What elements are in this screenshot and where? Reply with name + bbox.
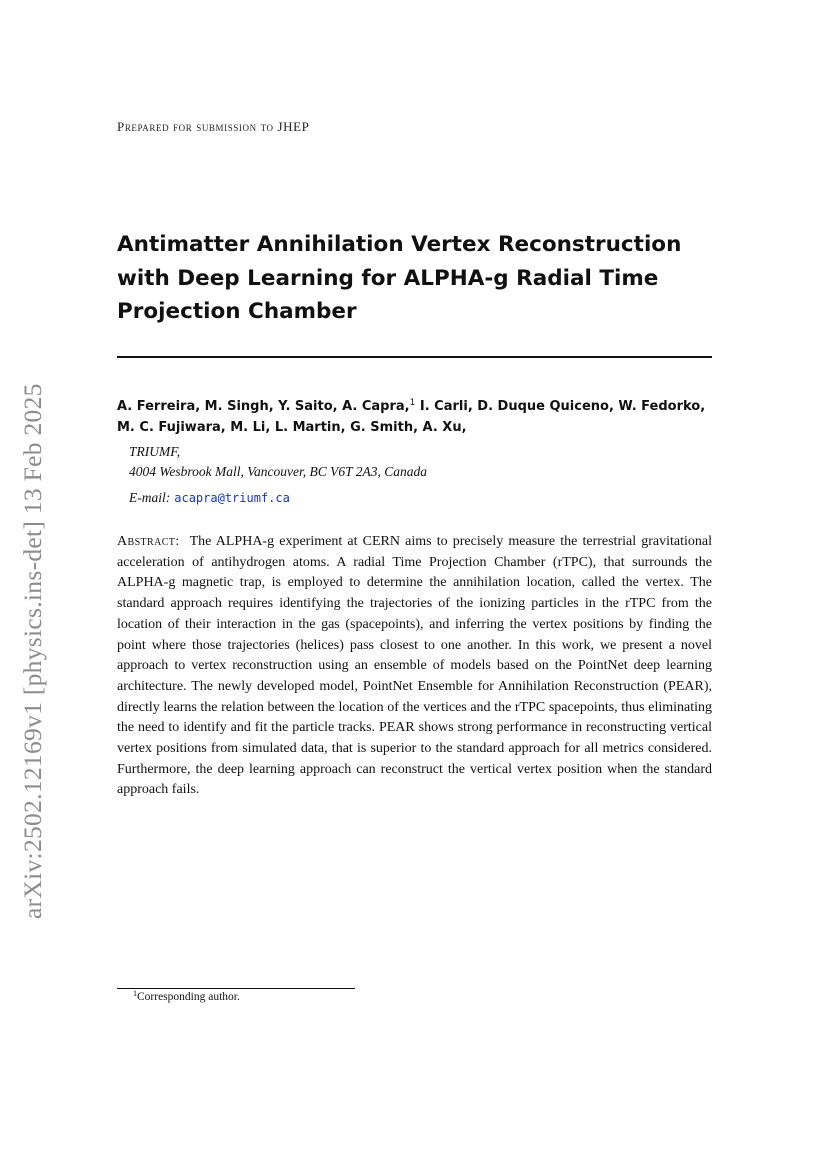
corresponding-author-marker: 1 xyxy=(409,398,416,408)
email-label: E-mail: xyxy=(129,490,171,505)
footnote-text: Corresponding author. xyxy=(137,991,240,1003)
affiliation xyxy=(129,442,427,482)
email-line xyxy=(129,490,290,506)
arxiv-sidebar-stamp: arXiv:2502.12169v1 [physics.ins-det] 13 Feb 2025 xyxy=(18,383,47,919)
author-list xyxy=(117,396,717,438)
abstract-text: The ALPHA-g experiment at CERN aims to precisely measure the terrestrial gravitational acceleration of antihydrogen atoms. A radial Time Projection Chamber (rTPC), that surrounds the ALPHA-g magnetic trap, is employed to determine the annihilation location, called the vertex. The standard approach requires identifying the trajectories of the ionizing particles in the rTPC from the location of their interaction in the gas (spacepoints), and inferring the vertex positions by finding the point where those trajectories (helices) pass closest to one another. In this work, we present a novel approach to vertex reconstruction using an ensemble of models based on the PointNet deep learning architecture. The newly developed model, PointNet Ensemble for Annihilation Reconstruction (PEAR), directly learns the relation between the location of the vertices and the rTPC spacepoints, thus eliminating the need to identify and fit the particle tracks. PEAR shows strong performance in reconstructing vertical vertex positions from simulated data, that is superior to the standard approach for all metrics considered. Furthermore, the deep learning approach can reconstruct the vertical vertex position when the standard approach fails. xyxy=(117,534,712,798)
abstract xyxy=(117,532,712,801)
paper-title: Antimatter Annihilation Vertex Reconstruction with Deep Learning for ALPHA-g Radial Time Projection Chamber xyxy=(117,232,682,324)
authors-line1-part-a: A. Ferreira, M. Singh, Y. Saito, A. Capra, xyxy=(117,399,410,414)
authors-line2: M. C. Fujiwara, M. Li, L. Martin, G. Smith, A. Xu, xyxy=(117,420,467,435)
title-divider xyxy=(117,356,712,358)
authors-line1-part-b: I. Carli, D. Duque Quiceno, W. Fedorko, xyxy=(415,399,706,414)
footnote-marker: 1 xyxy=(133,989,137,998)
abstract-label: Abstract: xyxy=(117,534,180,549)
footnote xyxy=(133,991,240,1003)
email-link[interactable]: acapra@triumf.ca xyxy=(174,491,290,505)
submission-note: Prepared for submission to JHEP xyxy=(117,119,310,134)
affiliation-org: TRIUMF, xyxy=(129,444,181,459)
affiliation-address: 4004 Wesbrook Mall, Vancouver, BC V6T 2A3, Canada xyxy=(129,464,427,479)
footnote-divider xyxy=(117,988,355,989)
